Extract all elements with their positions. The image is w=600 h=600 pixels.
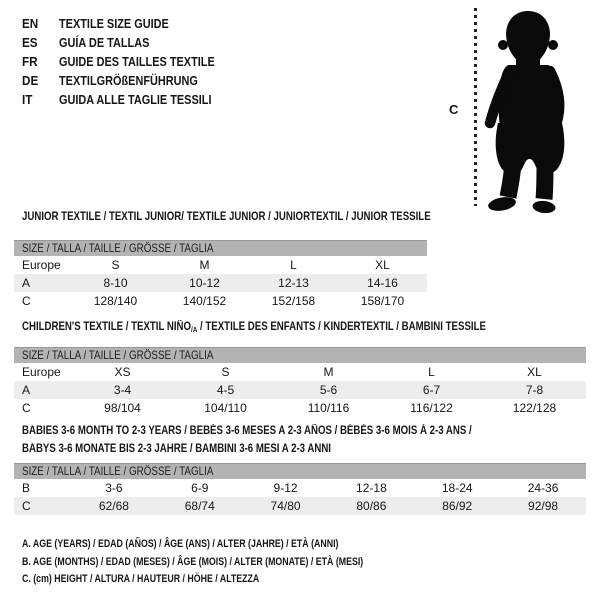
row-label-cell: B: [22, 481, 31, 495]
value-cell: 3-6: [105, 481, 123, 495]
language-row: [22, 33, 244, 52]
value-cell: 158/170: [360, 294, 405, 308]
value-cell: 12-13: [278, 276, 309, 290]
row-label-cell: C: [22, 294, 31, 308]
value-cell: 86/92: [442, 499, 473, 513]
childrens-table-title: [22, 321, 486, 334]
table-header-label: SIZE / TALLA / TAILLE / GRÖSSE / TAGLIA: [22, 464, 214, 478]
value-cell: 152/158: [271, 294, 316, 308]
language-name: GUIDE DES TAILLES TEXTILE: [59, 54, 215, 69]
value-cell: 122/128: [512, 401, 557, 415]
value-cell: 98/104: [104, 401, 141, 415]
table-row: [14, 274, 427, 292]
table-row: [14, 256, 427, 274]
language-name: GUÍA DE TALLAS: [59, 35, 150, 50]
measure-label-c: C: [449, 102, 459, 117]
value-cell: 9-12: [273, 481, 298, 495]
value-cell: 7-8: [525, 383, 544, 397]
value-cell: 74/80: [270, 499, 301, 513]
language-row: [22, 52, 244, 71]
value-cell: 6-7: [422, 383, 441, 397]
value-cell: 14-16: [367, 276, 398, 290]
row-label-cell: A: [22, 276, 31, 290]
table-header-bar: [14, 347, 586, 363]
value-cell: XS: [114, 365, 131, 379]
row-label-cell: Europe: [22, 365, 61, 379]
value-cell: XL: [375, 258, 390, 272]
value-cell: 140/152: [182, 294, 227, 308]
table-row: [14, 292, 427, 310]
value-cell: 62/68: [98, 499, 129, 513]
language-name: GUIDA ALLE TAGLIE TESSILI: [59, 92, 212, 107]
value-cell: 104/110: [204, 401, 247, 415]
junior-table: [14, 240, 427, 310]
table-header-label: SIZE / TALLA / TAILLE / GRÖSSE / TAGLIA: [22, 348, 214, 362]
language-name: TEXTILE SIZE GUIDE: [59, 16, 169, 31]
value-cell: L: [290, 258, 297, 272]
language-row: [22, 90, 244, 109]
title-subscript: /A: [191, 325, 198, 334]
table-row: [14, 497, 586, 515]
language-row: [22, 14, 244, 33]
language-code: EN: [22, 16, 39, 31]
value-cell: 8-10: [103, 276, 128, 290]
value-cell: 128/140: [93, 294, 138, 308]
value-cell: 110/116: [307, 401, 350, 415]
language-code: ES: [22, 35, 38, 50]
table-row: [14, 363, 586, 381]
value-cell: M: [199, 258, 210, 272]
value-cell: 3-4: [113, 383, 132, 397]
value-cell: M: [323, 365, 334, 379]
value-cell: 4-5: [216, 383, 235, 397]
language-list: [22, 14, 244, 109]
junior-table-title: JUNIOR TEXTILE / TEXTIL JUNIOR/ TEXTILE JUNIOR / JUNIORTEXTIL / JUNIOR TESSILE: [22, 211, 431, 223]
row-label-cell: C: [22, 499, 31, 513]
language-code: FR: [22, 54, 38, 69]
table-header-label: SIZE / TALLA / TAILLE / GRÖSSE / TAGLIA: [22, 241, 214, 255]
row-label-cell: Europe: [22, 258, 61, 272]
language-code: DE: [22, 73, 39, 88]
measure-dotted-line: [474, 8, 477, 206]
value-cell: 5-6: [319, 383, 338, 397]
childrens-table: [14, 347, 586, 417]
babies-table: [14, 463, 586, 515]
value-cell: 68/74: [184, 499, 215, 513]
value-cell: 10-12: [189, 276, 220, 290]
value-cell: 12-18: [356, 481, 387, 495]
language-row: [22, 71, 244, 90]
value-cell: 18-24: [441, 481, 473, 495]
table-row: [14, 381, 586, 399]
value-cell: 24-36: [527, 481, 559, 495]
value-cell: S: [111, 258, 120, 272]
table-row: [14, 479, 586, 497]
legend-line-b: B. AGE (MONTHS) / EDAD (MESES) / ÂGE (MOIS) / ALTER (MONATE) / ETÀ (MESI): [22, 555, 364, 568]
row-label-cell: A: [22, 383, 31, 397]
value-cell: S: [221, 365, 230, 379]
legend: [22, 536, 449, 589]
value-cell: XL: [527, 365, 542, 379]
toddler-silhouette: [482, 5, 578, 213]
title-text: / TEXTILE DES ENFANTS / KINDERTEXTIL / BAMBINI TESSILE: [197, 321, 486, 333]
language-name: TEXTILGRÖßENFÜHRUNG: [59, 73, 198, 88]
value-cell: 6-9: [191, 481, 209, 495]
table-header-bar: [14, 240, 427, 256]
value-cell: L: [428, 365, 435, 379]
babies-table-title: [22, 423, 472, 458]
table-header-bar: [14, 463, 586, 479]
row-label-cell: C: [22, 401, 31, 415]
title-line: BABYS 3-6 MONATE BIS 2-3 JAHRE / BAMBINI 3-6 MESI A 2-3 ANNI: [22, 442, 331, 455]
value-cell: 80/86: [356, 499, 387, 513]
value-cell: 92/98: [528, 499, 559, 513]
legend-line-c: C. (cm) HEIGHT / ALTURA / HAUTEUR / HÖHE / ALTEZZA: [22, 573, 260, 585]
language-code: IT: [22, 92, 33, 107]
value-cell: 116/122: [410, 401, 453, 415]
title-line: BABIES 3-6 MONTH TO 2-3 YEARS / BEBÉS 3-6 MESES A 2-3 AÑOS / BÉBÉS 3-6 MOIS À 2-3 ANS /: [22, 425, 472, 437]
table-row: [14, 399, 586, 417]
title-text: CHILDREN'S TEXTILE / TEXTIL NIÑO: [22, 321, 192, 333]
legend-line-a: A. AGE (YEARS) / EDAD (AÑOS) / ÂGE (ANS) / ALTER (JAHRE) / ETÀ (ANNI): [22, 538, 339, 550]
